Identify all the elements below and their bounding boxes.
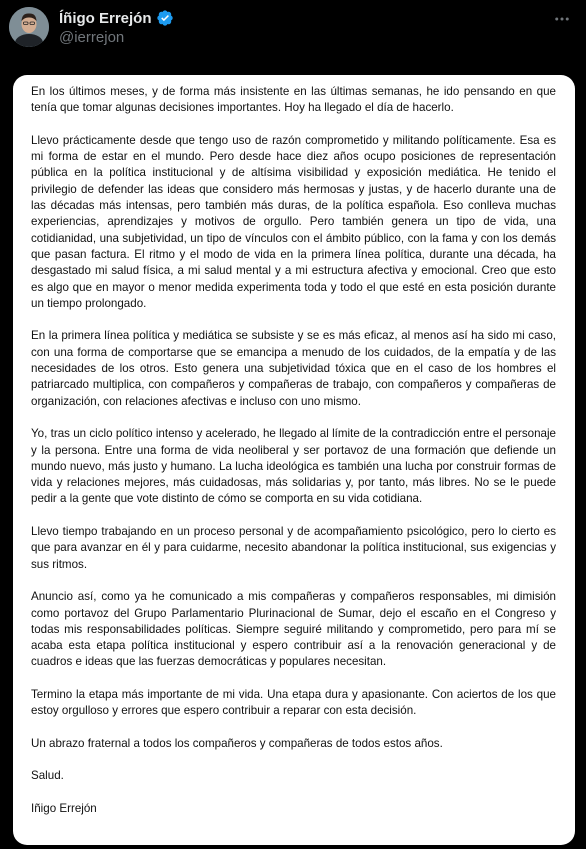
letter-image[interactable] — [13, 75, 575, 845]
author-handle[interactable]: @ierrejon — [59, 29, 125, 46]
letter-paragraph-5: Llevo tiempo trabajando en un proceso personal y de acompañamiento psicológico, pero lo cierto es que para avanzar en él y para cuidarme, necesito abandonar la política institucional, sus exigencias y sus ritmos. — [31, 525, 556, 571]
letter-paragraph-1: En los últimos meses, y de forma más insistente en las últimas semanas, he ido pensando en que tenía que tomar algunas decisiones importantes. Hoy ha llegado el día de hacerlo. — [31, 85, 556, 115]
author-avatar[interactable] — [9, 7, 49, 47]
letter-closing: Salud. — [31, 769, 64, 783]
verified-badge-icon — [156, 9, 174, 27]
author-name-row — [59, 8, 174, 28]
avatar-photo-icon — [9, 7, 49, 47]
letter-paragraph-7: Termino la etapa más importante de mi vida. Una etapa dura y apasionante. Con aciertos de los que estoy orgulloso y errores que espero contribuir a reparar con esta decisión. — [31, 687, 556, 718]
letter-paragraph-2: Llevo prácticamente desde que tengo uso de razón comprometido y militando políticamente. Esa es mi forma de estar en el mundo. Pero desde hace diez años ocupo posiciones de representación pública en la política institucional y de altísima visibilidad y exposición mediática. He tenido el privilegio de defender las ideas que considero más hermosas y justas, y de hacerlo durante una de las décadas más intensas, pero también más duras, de la política española. Eso conlleva muchas experiencias, aprendizajes y motivos de orgullo. Pero también genera un tipo de vida, una cotidianidad, una subjetividad, un tipo de vínculos con el ámbito público, con la fama y con los demás que pasan factura. El ritmo y el modo de vida en la primera línea política, durante una década, ha desgastado mi salud física, a mi salud mental y a mi estructura afectiva y emocional. Creo que esto es algo que en mayor o menor medida experimenta toda y todo el que esté en esta posición durante un tiempo prolongado. — [31, 133, 556, 310]
author-name[interactable]: Íñigo Errejón — [59, 9, 152, 27]
letter-signature: Iñigo Errejón — [31, 802, 97, 816]
tweet-header — [0, 0, 586, 60]
letter-paragraph-6: Anuncio así, como ya he comunicado a mis compañeras y compañeros responsables, mi dimisión como portavoz del Grupo Parlamentario Plurinacional de Sumar, dejo el escaño en el Congreso y todas mis responsabilidades políticas. Siempre seguiré militando y comprometido, pero para mí se acaba esta etapa política institucional y espero contribuir así a la renovación generacional y de cuadros e ideas que las fuerzas democráticas y populares necesitan. — [31, 590, 556, 669]
letter-paragraph-8: Un abrazo fraternal a todos los compañeros y compañeras de todos estos años. — [31, 736, 443, 750]
more-options-icon — [553, 10, 571, 28]
letter-paragraph-3: En la primera línea política y mediática se subsiste y se es más eficaz, al menos así ha sido mi caso, con una forma de comportarse que se emancipa a menudo de los cuidados, de la empatía y de las necesidades de los otros. Esto genera una subjetividad tóxica que en el caso de los hombres el patriarcado multiplica, con compañeros y compañeras de trabajo, con compañeros y compañeras de organización, con relaciones afectivas e incluso con uno mismo. — [31, 329, 556, 408]
more-options-button[interactable] — [552, 9, 572, 29]
letter-paragraph-4: Yo, tras un ciclo político intenso y acelerado, he llegado al límite de la contradicción entre el personaje y la persona. Entre una forma de vida neoliberal y ser portavoz de una formación que defiende un mundo nuevo, más justo y humano. La lucha ideológica es también una lucha por construir formas de vida y relaciones mejores, más cuidadosas, más solidarias y, por tanto, más libres. No se le puede pedir a la gente que vote distinto de cómo se comporta en su vida cotidiana. — [31, 427, 556, 506]
